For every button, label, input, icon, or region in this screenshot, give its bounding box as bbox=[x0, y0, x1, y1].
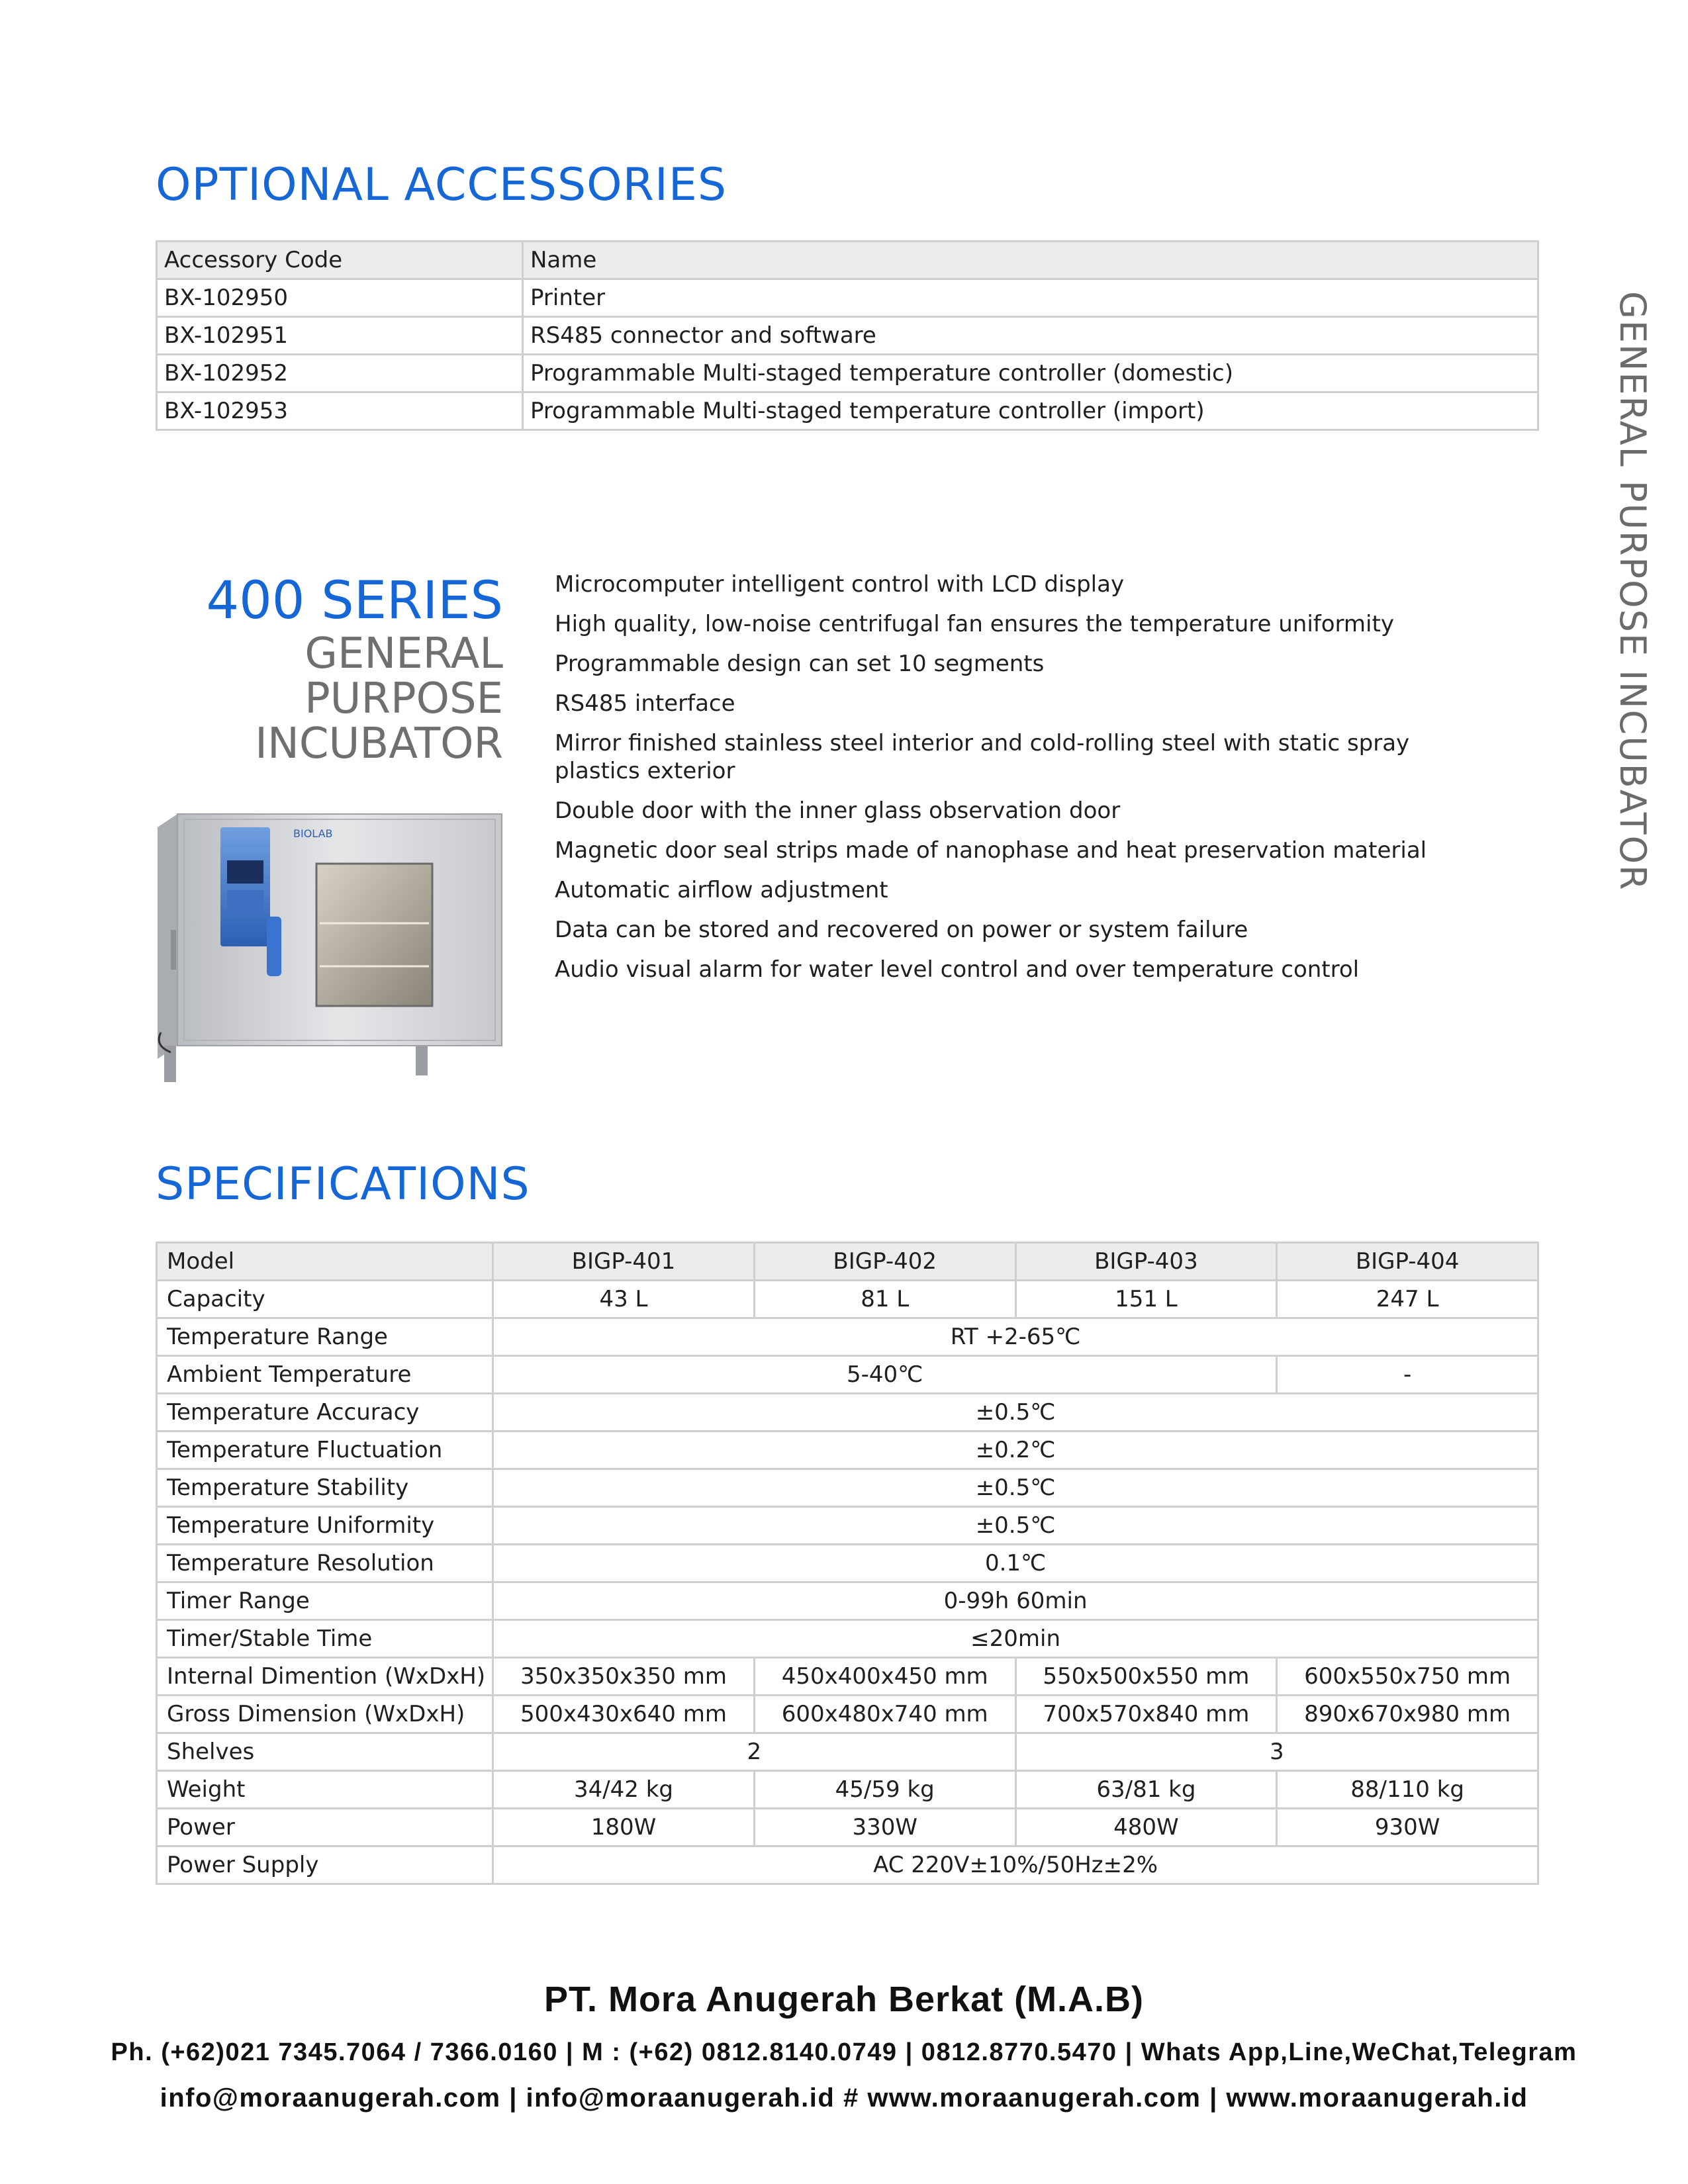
spec-cell: 480W bbox=[1015, 1809, 1277, 1846]
spec-cell: BIGP-404 bbox=[1277, 1243, 1538, 1281]
series-heading-block bbox=[199, 570, 503, 766]
spec-cell: 600x550x750 mm bbox=[1277, 1658, 1538, 1696]
spec-cell: 180W bbox=[493, 1809, 755, 1846]
spec-cell: BIGP-402 bbox=[754, 1243, 1015, 1281]
spec-label: Ambient Temperature bbox=[157, 1356, 493, 1394]
footer-contact-line: info@moraanugerah.com | info@moraanugerah.id # www.moraanugerah.com | www.moraanugerah.id bbox=[160, 2083, 1528, 2113]
spec-cell: 88/110 kg bbox=[1277, 1771, 1538, 1809]
spec-label: Capacity bbox=[157, 1281, 493, 1318]
spec-cell: 930W bbox=[1277, 1809, 1538, 1846]
list-item: Microcomputer intelligent control with LCD display bbox=[555, 571, 1125, 598]
spec-cell: 350x350x350 mm bbox=[493, 1658, 755, 1696]
spec-cell: 81 L bbox=[754, 1281, 1015, 1318]
series-subtitle-line: GENERAL bbox=[305, 629, 503, 678]
table-row bbox=[157, 1658, 1538, 1696]
spec-cell: 63/81 kg bbox=[1015, 1771, 1277, 1809]
brand-logo: BIOLAB bbox=[293, 827, 333, 840]
table-row bbox=[157, 1582, 1538, 1620]
feature-list bbox=[555, 570, 1495, 995]
table-row bbox=[157, 317, 1538, 355]
spec-cell: 45/59 kg bbox=[754, 1771, 1015, 1809]
spec-cell: 700x570x840 mm bbox=[1015, 1696, 1277, 1733]
spec-cell: 43 L bbox=[493, 1281, 755, 1318]
spec-cell: 0.1℃ bbox=[493, 1545, 1538, 1582]
incubator-product-image bbox=[151, 807, 508, 1092]
accessory-code: BX-102952 bbox=[157, 355, 523, 392]
spec-cell: 151 L bbox=[1015, 1281, 1277, 1318]
spec-cell: 450x400x450 mm bbox=[754, 1658, 1015, 1696]
spec-label: Weight bbox=[157, 1771, 493, 1809]
table-header-row bbox=[157, 242, 1538, 279]
spec-cell: ≤20min bbox=[493, 1620, 1538, 1658]
table-row bbox=[157, 1545, 1538, 1582]
accessory-name: Printer bbox=[523, 279, 1538, 317]
spec-cell: ±0.5℃ bbox=[493, 1507, 1538, 1545]
spec-cell: BIGP-403 bbox=[1015, 1243, 1277, 1281]
spec-label: Timer/Stable Time bbox=[157, 1620, 493, 1658]
accessories-table bbox=[156, 240, 1539, 431]
spec-label: Temperature Stability bbox=[157, 1469, 493, 1507]
accessory-name: Programmable Multi-staged temperature controller (domestic) bbox=[523, 355, 1538, 392]
table-header-row bbox=[157, 1243, 1538, 1281]
series-subtitle-line: PURPOSE bbox=[305, 674, 503, 723]
spec-label: Power Supply bbox=[157, 1846, 493, 1884]
table-row bbox=[157, 1281, 1538, 1318]
spec-label: Gross Dimension (WxDxH) bbox=[157, 1696, 493, 1733]
table-row bbox=[157, 1432, 1538, 1469]
spec-cell: ±0.2℃ bbox=[493, 1432, 1538, 1469]
spec-cell: 890x670x980 mm bbox=[1277, 1696, 1538, 1733]
spec-cell: 34/42 kg bbox=[493, 1771, 755, 1809]
table-row bbox=[157, 279, 1538, 317]
accessories-title: OPTIONAL ACCESSORIES bbox=[156, 159, 727, 211]
side-vertical-title: GENERAL PURPOSE INCUBATOR bbox=[1612, 291, 1654, 891]
table-row bbox=[157, 1696, 1538, 1733]
spec-label: Internal Dimention (WxDxH) bbox=[157, 1658, 493, 1696]
list-item: Magnetic door seal strips made of nanophase and heat preservation material bbox=[555, 837, 1427, 864]
spec-cell: ±0.5℃ bbox=[493, 1394, 1538, 1432]
header-cell: Accessory Code bbox=[157, 242, 523, 279]
series-subtitle-line: INCUBATOR bbox=[255, 719, 503, 768]
spec-cell: RT +2-65℃ bbox=[493, 1318, 1538, 1356]
spec-cell: 500x430x640 mm bbox=[493, 1696, 755, 1733]
list-item: Audio visual alarm for water level control and over temperature control bbox=[555, 956, 1360, 983]
table-row bbox=[157, 1394, 1538, 1432]
table-row bbox=[157, 1620, 1538, 1658]
spec-cell: 5-40℃ bbox=[493, 1356, 1277, 1394]
spec-cell: 550x500x550 mm bbox=[1015, 1658, 1277, 1696]
spec-label: Temperature Resolution bbox=[157, 1545, 493, 1582]
table-row bbox=[157, 1733, 1538, 1771]
table-row bbox=[157, 1356, 1538, 1394]
header-cell: Name bbox=[523, 242, 1538, 279]
spec-cell: BIGP-401 bbox=[493, 1243, 755, 1281]
list-item: Automatic airflow adjustment bbox=[555, 877, 888, 903]
footer-company-name: PT. Mora Anugerah Berkat (M.A.B) bbox=[543, 1979, 1145, 2019]
spec-label: Model bbox=[157, 1243, 493, 1281]
spec-label: Temperature Range bbox=[157, 1318, 493, 1356]
series-title: 400 SERIES bbox=[206, 571, 503, 631]
table-row bbox=[157, 1469, 1538, 1507]
table-row bbox=[157, 1846, 1538, 1884]
spec-cell: 330W bbox=[754, 1809, 1015, 1846]
footer-phone-line: Ph. (+62)021 7345.7064 / 7366.0160 | M : (+62) 0812.8140.0749 | 0812.8770.5470 | Whats App,Line,WeChat,Telegram bbox=[111, 2038, 1577, 2066]
list-item: High quality, low-noise centrifugal fan ensures the temperature uniformity bbox=[555, 611, 1394, 637]
table-row bbox=[157, 1809, 1538, 1846]
list-item: Double door with the inner glass observation door bbox=[555, 797, 1121, 824]
list-item: Programmable design can set 10 segments bbox=[555, 651, 1045, 677]
table-row bbox=[157, 1507, 1538, 1545]
accessory-name: RS485 connector and software bbox=[523, 317, 1538, 355]
spec-cell: 2 bbox=[493, 1733, 1015, 1771]
spec-label: Shelves bbox=[157, 1733, 493, 1771]
accessory-name: Programmable Multi-staged temperature controller (import) bbox=[523, 392, 1538, 430]
table-row bbox=[157, 1771, 1538, 1809]
spec-label: Timer Range bbox=[157, 1582, 493, 1620]
accessory-code: BX-102950 bbox=[157, 279, 523, 317]
spec-label: Power bbox=[157, 1809, 493, 1846]
list-item: Data can be stored and recovered on power or system failure bbox=[555, 917, 1248, 943]
table-row bbox=[157, 392, 1538, 430]
specifications-title: SPECIFICATIONS bbox=[156, 1158, 530, 1210]
spec-label: Temperature Fluctuation bbox=[157, 1432, 493, 1469]
spec-cell: 3 bbox=[1015, 1733, 1538, 1771]
table-row bbox=[157, 355, 1538, 392]
spec-label: Temperature Uniformity bbox=[157, 1507, 493, 1545]
spec-cell: - bbox=[1277, 1356, 1538, 1394]
spec-cell: AC 220V±10%/50Hz±2% bbox=[493, 1846, 1538, 1884]
accessory-code: BX-102951 bbox=[157, 317, 523, 355]
spec-label: Temperature Accuracy bbox=[157, 1394, 493, 1432]
spec-cell: 600x480x740 mm bbox=[754, 1696, 1015, 1733]
spec-cell: 247 L bbox=[1277, 1281, 1538, 1318]
list-item: Mirror finished stainless steel interior and cold-rolling steel with static spray plastics exterior bbox=[555, 730, 1410, 784]
spec-cell: ±0.5℃ bbox=[493, 1469, 1538, 1507]
specifications-table bbox=[156, 1242, 1539, 1885]
list-item: RS485 interface bbox=[555, 690, 735, 717]
table-row bbox=[157, 1318, 1538, 1356]
accessory-code: BX-102953 bbox=[157, 392, 523, 430]
spec-cell: 0-99h 60min bbox=[493, 1582, 1538, 1620]
